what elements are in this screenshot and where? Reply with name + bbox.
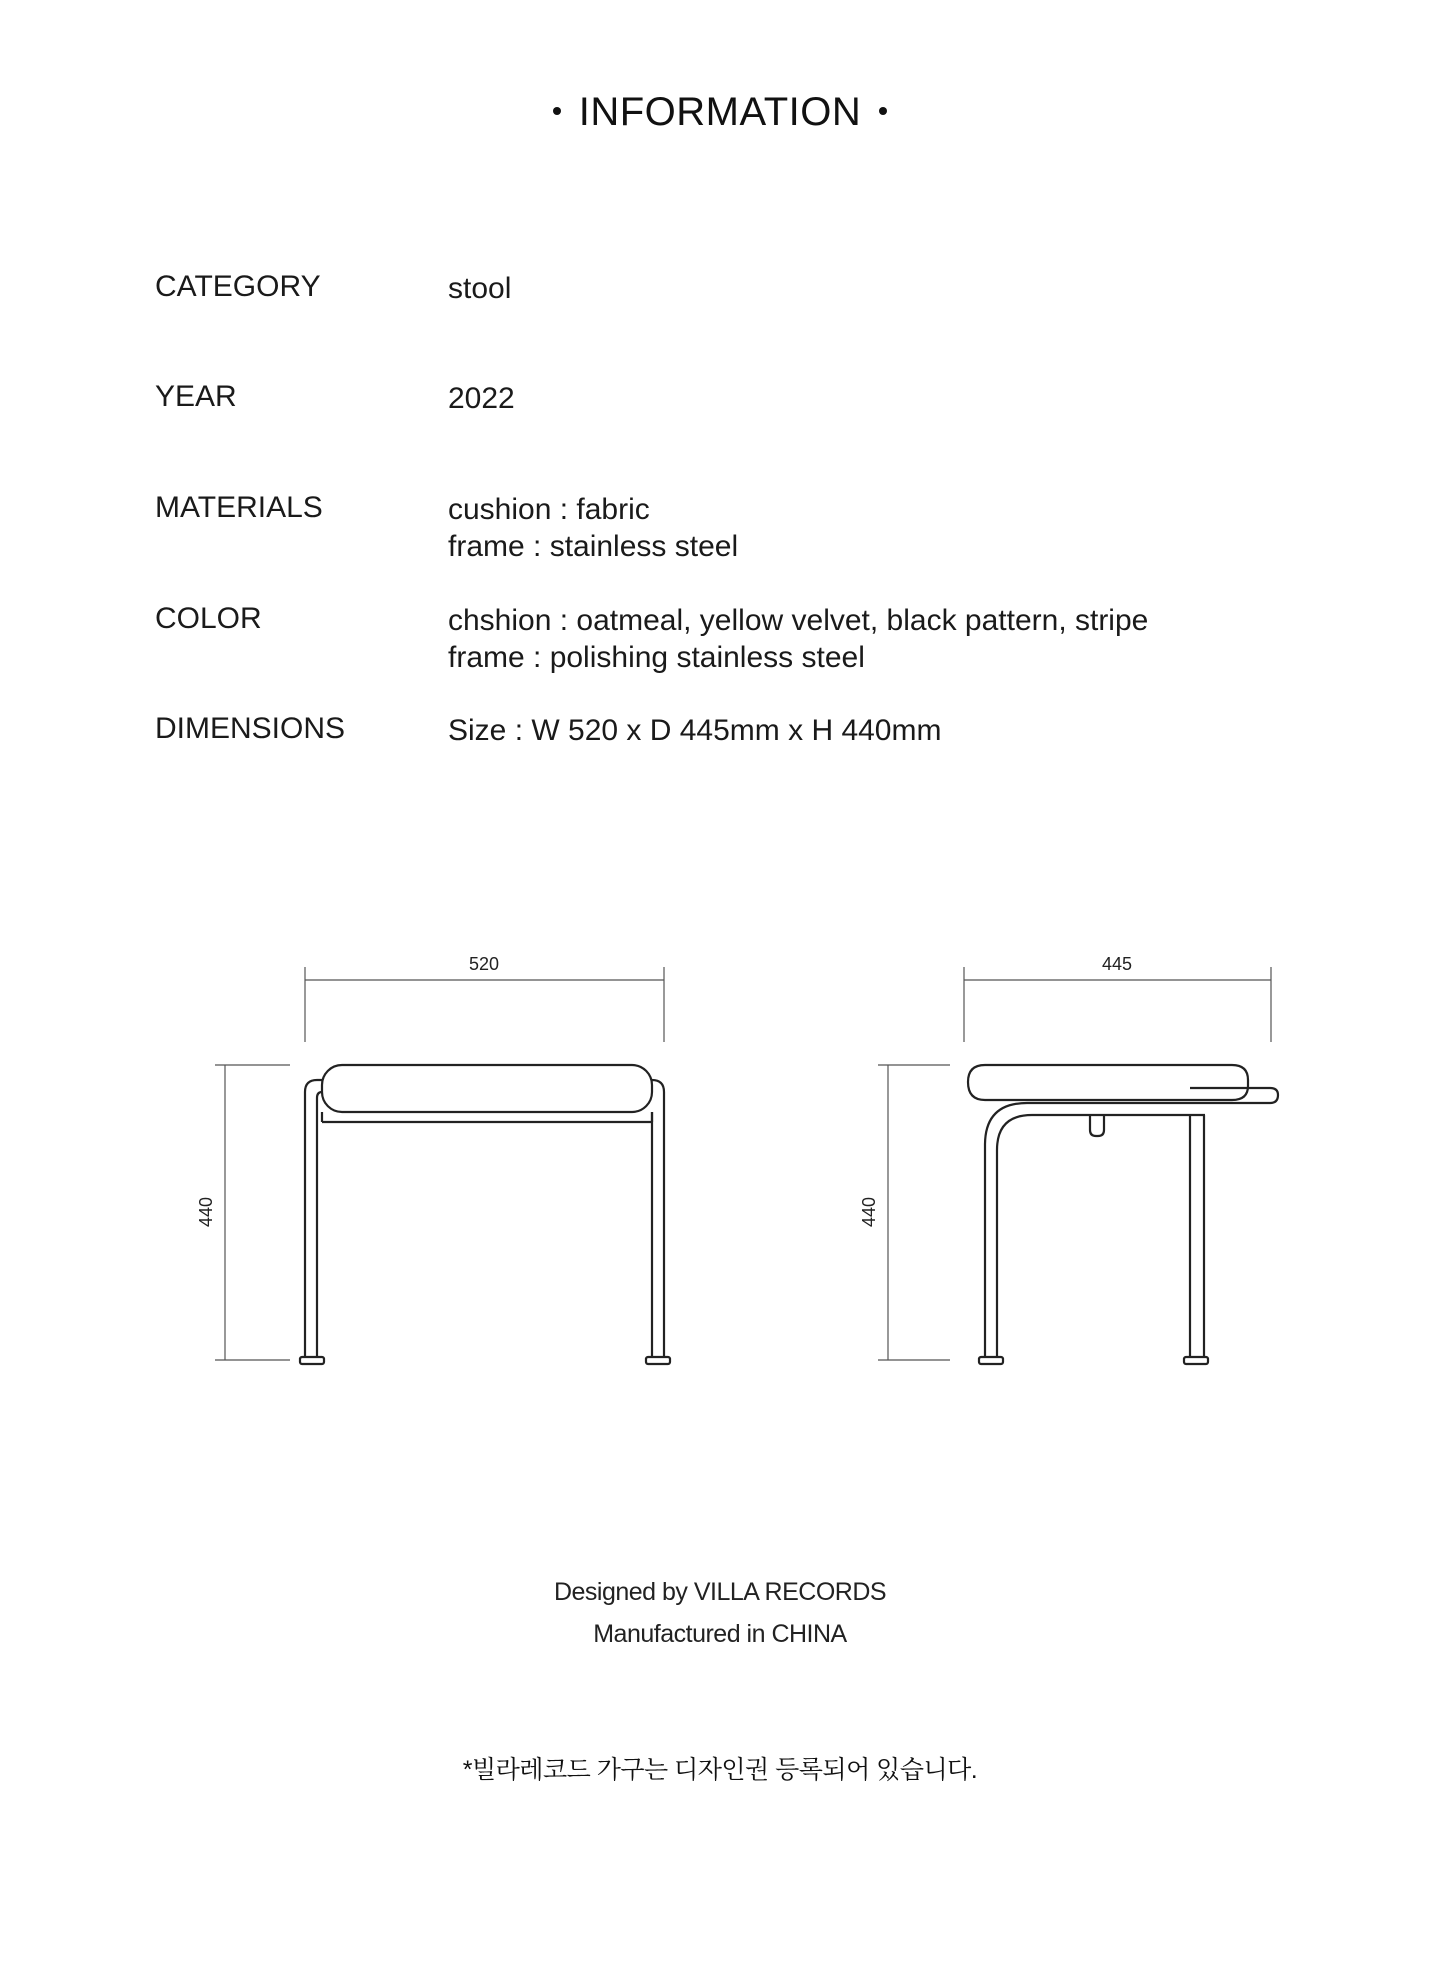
- designer-credit: Designed by VILLA RECORDS: [553, 1578, 887, 1606]
- width-dimension-line: [305, 967, 664, 1042]
- spec-label: COLOR: [155, 602, 262, 635]
- spec-value-line: frame : stainless steel: [448, 530, 739, 563]
- design-registration-note: *빌라레코드 가구는 디자인권 등록되어 있습니다.: [462, 1756, 978, 1784]
- side-height-label: 440: [859, 1196, 879, 1228]
- spec-label: MATERIALS: [155, 491, 323, 524]
- bullet-dot-icon: [879, 107, 887, 115]
- side-view-drawing: [878, 967, 1278, 1364]
- spec-value: [448, 380, 515, 417]
- technical-drawings: [0, 940, 1440, 1390]
- bullet-dot-icon: [553, 107, 561, 115]
- section-heading: [0, 90, 1440, 135]
- spec-value: [448, 491, 738, 565]
- front-right-leg: [652, 1080, 664, 1357]
- spec-value: [448, 602, 1148, 676]
- side-back-leg: [985, 1103, 1210, 1357]
- spec-value-line: 2022: [448, 382, 515, 415]
- heading-text: INFORMATION: [578, 90, 862, 134]
- spec-value: [448, 712, 941, 749]
- height-dimension-line: [878, 1065, 950, 1360]
- front-width-label: 520: [468, 954, 500, 974]
- spec-label: CATEGORY: [155, 270, 321, 303]
- spec-value-line: stool: [448, 272, 512, 305]
- manufacture-origin: Manufactured in CHINA: [593, 1620, 847, 1648]
- front-left-leg: [305, 1080, 322, 1357]
- side-front-leg: [1190, 1115, 1204, 1357]
- spec-value: [448, 270, 511, 307]
- spec-value-line: chshion : oatmeal, yellow velvet, black pattern, stripe: [448, 604, 1149, 637]
- spec-value-line: frame : polishing stainless steel: [448, 641, 865, 674]
- side-cushion-shape: [968, 1065, 1248, 1100]
- front-height-label: 440: [196, 1196, 216, 1228]
- spec-label: YEAR: [155, 380, 237, 413]
- side-depth-label: 445: [1101, 954, 1133, 974]
- front-cushion-shape: [322, 1065, 652, 1112]
- depth-dimension-line: [964, 967, 1271, 1042]
- height-dimension-line: [215, 1065, 290, 1360]
- spec-value-line: cushion : fabric: [448, 493, 650, 526]
- front-view-drawing: [215, 967, 670, 1364]
- spec-value-line: Size : W 520 x D 445mm x H 440mm: [448, 714, 942, 747]
- spec-label: DIMENSIONS: [155, 712, 346, 745]
